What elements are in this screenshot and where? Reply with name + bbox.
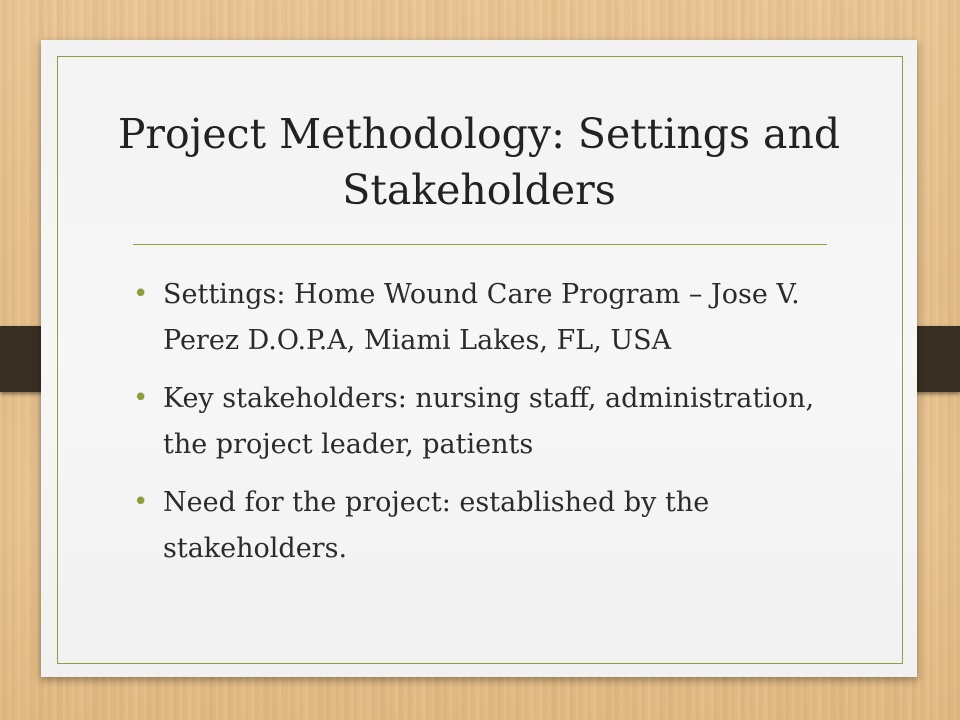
title-divider [133, 244, 827, 245]
slide-title: Project Methodology: Settings and Stakeholders [117, 110, 841, 214]
bullet-dot-icon: • [133, 383, 149, 413]
bullet-text: Key stakeholders: nursing staff, administration, the project leader, patients [163, 383, 815, 460]
bullet-dot-icon: • [133, 279, 149, 309]
bullet-dot-icon: • [133, 487, 149, 517]
slide-card [41, 40, 917, 677]
bullet-text: Settings: Home Wound Care Program – Jose V. Perez D.O.P.A, Miami Lakes, FL, USA [163, 279, 800, 356]
bullet-item-stakeholders [133, 376, 833, 468]
bullet-list [133, 272, 833, 584]
bullet-text: Need for the project: established by the stakeholders. [163, 487, 710, 564]
bullet-item-need [133, 480, 833, 572]
bullet-item-settings [133, 272, 833, 364]
